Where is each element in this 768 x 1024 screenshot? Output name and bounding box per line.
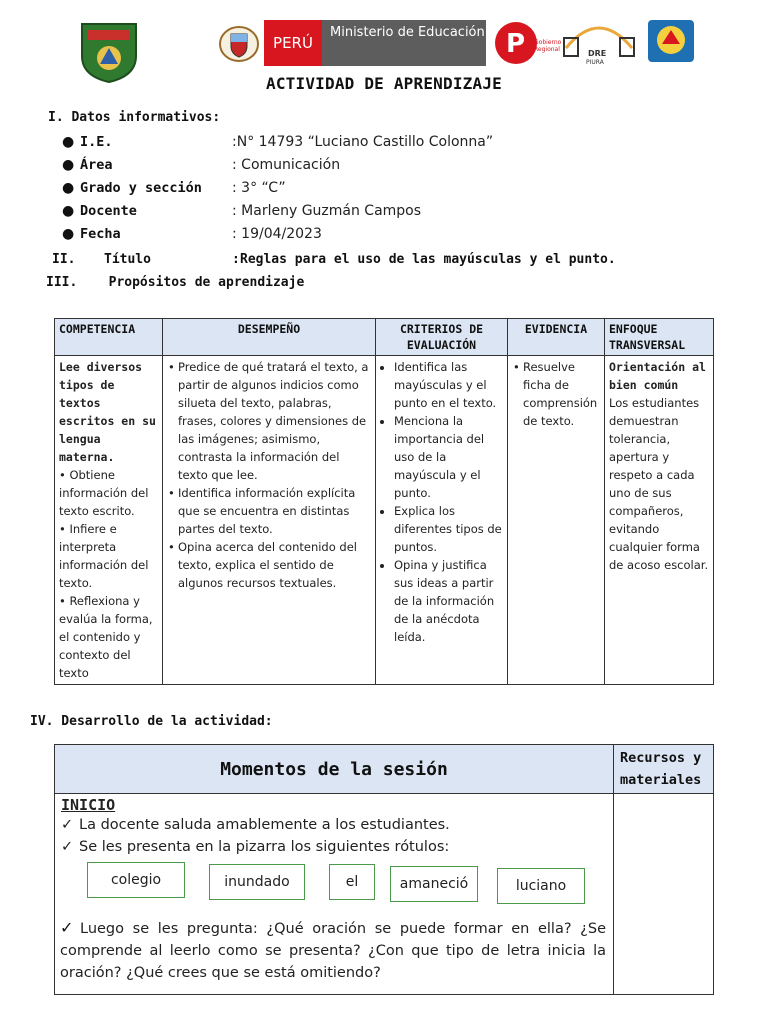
regional-government-logo (494, 20, 562, 66)
section-4-heading: IV. Desarrollo de la actividad: (30, 714, 273, 729)
ministry-banner-logo (264, 20, 486, 66)
check-item-text: La docente saluda amablemente a los estudiantes. (79, 817, 450, 833)
competencia-item: • Infiere e interpreta información del texto. (59, 522, 149, 590)
desempeno-item: • Opina acerca del contenido del texto, explica el sentido de algunos recursos textuales. (178, 538, 371, 592)
competencia-item: • Obtiene información del texto escrito. (59, 468, 149, 518)
col-header-competencia: COMPETENCIA (55, 319, 163, 356)
enfoque-cell (605, 356, 714, 685)
criterio-item: • Explica los diferentes tipos de puntos. (394, 502, 503, 556)
session-resources-header: Recursos y materiales (614, 745, 714, 794)
check-item (61, 836, 607, 858)
competencia-item: • Reflexiona y evalúa la forma, el contenido y contexto del texto (59, 594, 153, 680)
bullet: ● (62, 180, 75, 196)
info-label: Docente (80, 203, 137, 219)
bullet: ● (62, 226, 75, 242)
section-1-heading: I. Datos informativos: (48, 110, 221, 125)
info-value: : Comunicación (232, 157, 341, 173)
competencies-table (54, 318, 714, 685)
dre-piura-logo (558, 18, 640, 68)
section-3-heading: III. Propósitos de aprendizaje (46, 275, 305, 290)
col-header-enfoque: ENFOQUE TRANSVERSAL (605, 319, 714, 356)
svg-text:Regional: Regional (534, 46, 560, 53)
svg-text:Gobierno: Gobierno (534, 39, 562, 46)
evidencia-cell (508, 356, 605, 685)
svg-text:P: P (506, 29, 526, 59)
criterio-item: • Menciona la importancia del uso de la mayúscula y el punto. (394, 412, 503, 502)
info-value: :N° 14793 “Luciano Castillo Colonna” (232, 134, 494, 150)
desempeno-item: • Identifica información explícita que se encuentra en distintas partes del texto. (178, 484, 371, 538)
question-text: Luego se les pregunta: ¿Qué oración se puede formar en ella? ¿Se comprende al leerlo como se presenta? ¿Con que tipo de letra inicia la oración? ¿Qué crees que se está omitiendo? (60, 921, 606, 981)
enfoque-title: Orientación al bien común (609, 360, 706, 392)
session-moments-header: Momentos de la sesión (55, 745, 614, 794)
check-item (61, 814, 607, 836)
check-item-text: Se les presenta en la pizarra los siguientes rótulos: (79, 839, 450, 855)
info-row-docente (0, 203, 768, 223)
bullet: ● (62, 203, 75, 219)
info-label: I.E. (80, 134, 113, 150)
word-card: el (329, 864, 375, 900)
inicio-label: INICIO (61, 796, 116, 814)
info-row-fecha (0, 226, 768, 246)
info-row-grado (0, 180, 768, 200)
info-row-area (0, 157, 768, 177)
national-shield-logo (218, 24, 260, 64)
svg-text:DRE: DRE (588, 49, 607, 58)
col-header-evidencia: EVIDENCIA (508, 319, 605, 356)
col-header-criterios: CRITERIOS DE EVALUACIÓN (376, 319, 508, 356)
evidencia-item: • Resuelve ficha de comprensión de texto. (523, 358, 600, 430)
table-row (55, 356, 714, 685)
info-label: Área (80, 157, 113, 173)
section-2-label: Título (104, 252, 151, 267)
gov-ministry-label: Ministerio de Educación (322, 20, 486, 66)
page-title: ACTIVIDAD DE APRENDIZAJE (266, 74, 502, 93)
table-header-row (55, 319, 714, 356)
word-card: colegio (87, 862, 185, 898)
gov-country-label: PERÚ (264, 20, 322, 66)
section-2-number: II. (52, 252, 76, 267)
desempeno-item: • Predice de qué tratará el texto, a partir de algunos indicios como silueta del texto, palabras, frases, colores y dimensiones de las imágenes; asimismo, contrasta la información del texto que lee. (178, 358, 371, 484)
session-header-row (55, 745, 714, 794)
criterio-item: • Opina y justifica sus ideas a partir de la información de la anécdota leída. (394, 556, 503, 646)
check-icon: ✓ (61, 839, 74, 855)
session-resources-cell (614, 794, 714, 995)
competencia-title: Lee diversos tipos de textos escritos en su lengua materna. (59, 360, 156, 464)
criterios-cell (376, 356, 508, 685)
info-label: Fecha (80, 226, 121, 242)
info-row-ie (0, 134, 768, 154)
check-icon: ✓ (61, 817, 74, 833)
info-label: Grado y sección (80, 180, 202, 196)
section-2-value: Reglas para el uso de las mayúsculas y el punto. (240, 252, 616, 267)
svg-text:PIURA: PIURA (586, 59, 604, 66)
word-card: luciano (497, 868, 585, 904)
word-card: amaneció (390, 866, 478, 902)
desempeno-cell (163, 356, 376, 685)
check-icon: ✓ (60, 918, 74, 937)
info-value: : Marleny Guzmán Campos (232, 203, 422, 219)
ugel-logo (646, 18, 696, 64)
enfoque-text: Los estudiantes demuestran tolerancia, apertura y respeto a cada uno de sus compañeros, evitando cualquier forma de acoso escolar. (609, 396, 709, 572)
info-value: : 19/04/2023 (232, 226, 322, 242)
info-value: : 3° “C” (232, 180, 286, 196)
criterio-item: • Identifica las mayúsculas y el punto en el texto. (394, 358, 503, 412)
col-header-desempeno: DESEMPEÑO (163, 319, 376, 356)
section-2-colon: : (232, 252, 240, 267)
word-card: inundado (209, 864, 305, 900)
bullet: ● (62, 134, 75, 150)
bullet: ● (62, 157, 75, 173)
competencia-cell (55, 356, 163, 685)
